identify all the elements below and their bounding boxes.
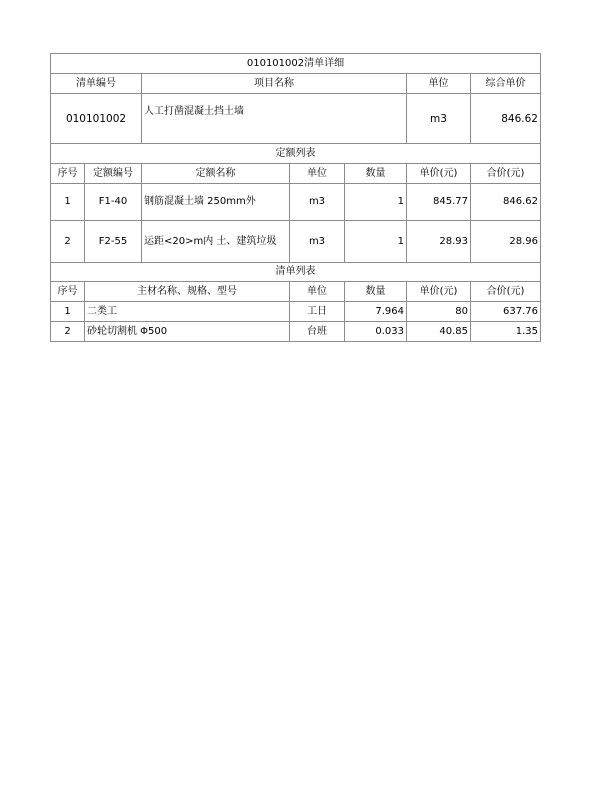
material-unit: 工日	[290, 302, 345, 322]
materials-section-row	[51, 263, 541, 282]
material-name: 砂轮切割机 Φ500	[85, 322, 290, 342]
bill-price-header: 综合单价	[471, 74, 541, 94]
bill-unit-header: 单位	[407, 74, 471, 94]
table-row	[51, 302, 541, 322]
quota-name: 运距<20>m内 土、建筑垃圾	[142, 221, 290, 263]
quota-unit: m3	[290, 184, 345, 221]
quota-qty-header: 数量	[345, 164, 407, 184]
materials-no-header: 序号	[51, 282, 85, 302]
material-unit-price: 80	[407, 302, 471, 322]
material-no: 1	[51, 302, 85, 322]
quota-code: F1-40	[85, 184, 142, 221]
material-name: 二类工	[85, 302, 290, 322]
quota-no: 1	[51, 184, 85, 221]
material-qty: 0.033	[345, 322, 407, 342]
materials-section-title: 清单列表	[51, 263, 541, 282]
material-qty: 7.964	[345, 302, 407, 322]
quota-unit-price: 28.93	[407, 221, 471, 263]
materials-total-header: 合价(元)	[471, 282, 541, 302]
bill-name-header: 项目名称	[142, 74, 407, 94]
table-row	[51, 184, 541, 221]
quota-no-header: 序号	[51, 164, 85, 184]
materials-qty-header: 数量	[345, 282, 407, 302]
table-row	[51, 221, 541, 263]
bill-code: 010101002	[51, 94, 142, 144]
quota-unit-price-header: 单价(元)	[407, 164, 471, 184]
materials-unit-header: 单位	[290, 282, 345, 302]
bill-detail-table	[50, 53, 541, 342]
title-row	[51, 54, 541, 74]
quota-unit-header: 单位	[290, 164, 345, 184]
material-no: 2	[51, 322, 85, 342]
quota-unit: m3	[290, 221, 345, 263]
quota-name: 钢筋混凝土墙 250mm外	[142, 184, 290, 221]
material-total: 637.76	[471, 302, 541, 322]
page-title: 010101002清单详细	[51, 54, 541, 74]
bill-name: 人工打凿混凝土挡土墙	[142, 94, 407, 144]
bill-code-header: 清单编号	[51, 74, 142, 94]
quota-header-row	[51, 164, 541, 184]
quota-code-header: 定额编号	[85, 164, 142, 184]
quota-section-title: 定额列表	[51, 144, 541, 164]
bill-price: 846.62	[471, 94, 541, 144]
quota-total-header: 合价(元)	[471, 164, 541, 184]
quota-qty: 1	[345, 184, 407, 221]
quota-qty: 1	[345, 221, 407, 263]
bill-header-row	[51, 74, 541, 94]
materials-header-row	[51, 282, 541, 302]
quota-section-row	[51, 144, 541, 164]
materials-name-header: 主材名称、规格、型号	[85, 282, 290, 302]
table-row	[51, 322, 541, 342]
quota-name-header: 定额名称	[142, 164, 290, 184]
quota-total: 846.62	[471, 184, 541, 221]
bill-unit: m3	[407, 94, 471, 144]
quota-no: 2	[51, 221, 85, 263]
material-total: 1.35	[471, 322, 541, 342]
quota-unit-price: 845.77	[407, 184, 471, 221]
quota-total: 28.96	[471, 221, 541, 263]
bill-row	[51, 94, 541, 144]
quota-code: F2-55	[85, 221, 142, 263]
material-unit: 台班	[290, 322, 345, 342]
materials-unit-price-header: 单价(元)	[407, 282, 471, 302]
material-unit-price: 40.85	[407, 322, 471, 342]
